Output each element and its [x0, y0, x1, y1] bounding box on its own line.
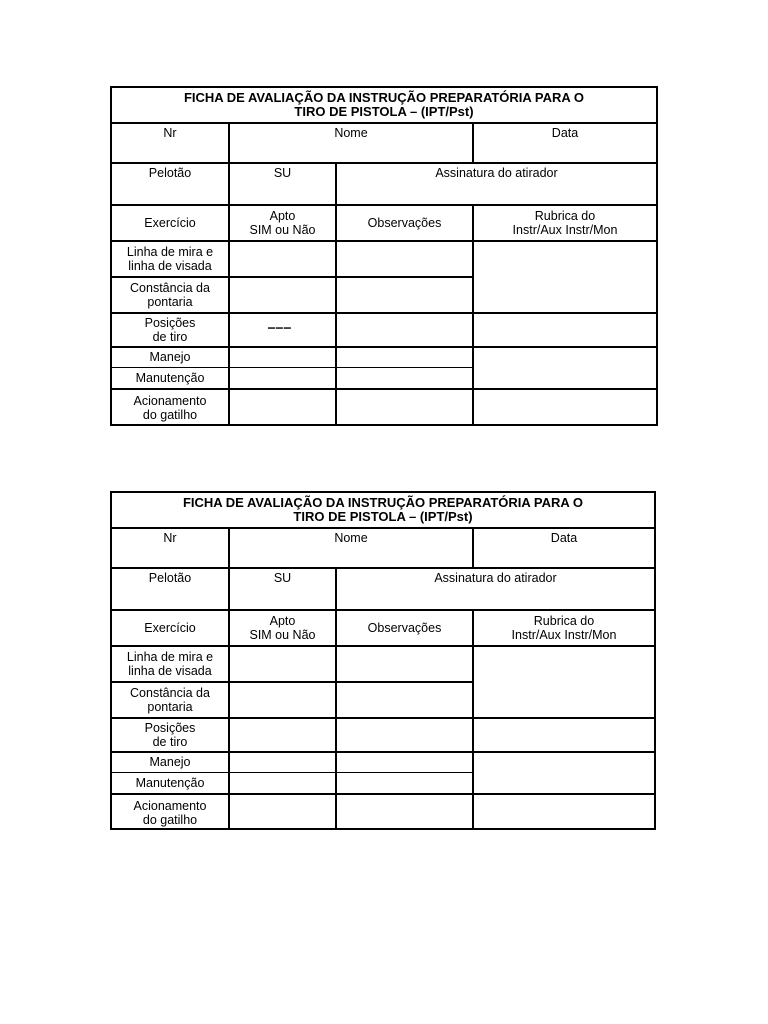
form-title: FICHA DE AVALIAÇÃO DA INSTRUÇÃO PREPARATÓRIA PARA O TIRO DE PISTOLA – (IPT/Pst): [183, 90, 585, 119]
row-label: Constância da pontaria: [130, 686, 210, 714]
row-label: Manutenção: [135, 776, 205, 790]
pelotao-label: Pelotão: [148, 166, 192, 180]
data-label: Data: [550, 531, 578, 545]
row-label: Linha de mira e linha de visada: [126, 245, 214, 273]
evaluation-form-2: [110, 491, 656, 830]
row-label: Manejo: [149, 755, 191, 769]
apto-label: Apto SIM ou Não: [249, 209, 316, 237]
nr-label: Nr: [163, 126, 177, 140]
row-label: Constância da pontaria: [130, 281, 210, 309]
row-label: Manejo: [149, 350, 191, 364]
assinatura-label: Assinatura do atirador: [435, 166, 558, 180]
evaluation-form-1: [110, 86, 658, 426]
pelotao-label: Pelotão: [148, 571, 192, 585]
stray-mark: ▔▔▔: [268, 328, 292, 338]
observacoes-label: Observações: [367, 216, 442, 230]
row-label: Posições de tiro: [144, 721, 196, 749]
su-label: SU: [273, 166, 292, 180]
nome-label: Nome: [334, 126, 368, 140]
su-label: SU: [273, 571, 292, 585]
assinatura-label: Assinatura do atirador: [434, 571, 557, 585]
rubrica-label: Rubrica do Instr/Aux Instr/Mon: [512, 209, 618, 237]
row-label: Acionamento do gatilho: [133, 394, 207, 422]
row-label: Manutenção: [135, 371, 205, 385]
nome-label: Nome: [334, 531, 368, 545]
form-title: FICHA DE AVALIAÇÃO DA INSTRUÇÃO PREPARATÓRIA PARA O TIRO DE PISTOLA – (IPT/Pst): [182, 495, 584, 524]
row-label: Posições de tiro: [144, 316, 196, 344]
row-label: Acionamento do gatilho: [133, 798, 207, 827]
row-label: Linha de mira e linha de visada: [126, 650, 214, 678]
rubrica-label: Rubrica do Instr/Aux Instr/Mon: [511, 614, 617, 642]
data-label: Data: [551, 126, 579, 140]
apto-label: Apto SIM ou Não: [249, 614, 316, 642]
exercicio-label: Exercício: [144, 621, 196, 635]
nr-label: Nr: [163, 531, 177, 545]
exercicio-label: Exercício: [144, 216, 196, 230]
observacoes-label: Observações: [367, 621, 442, 635]
